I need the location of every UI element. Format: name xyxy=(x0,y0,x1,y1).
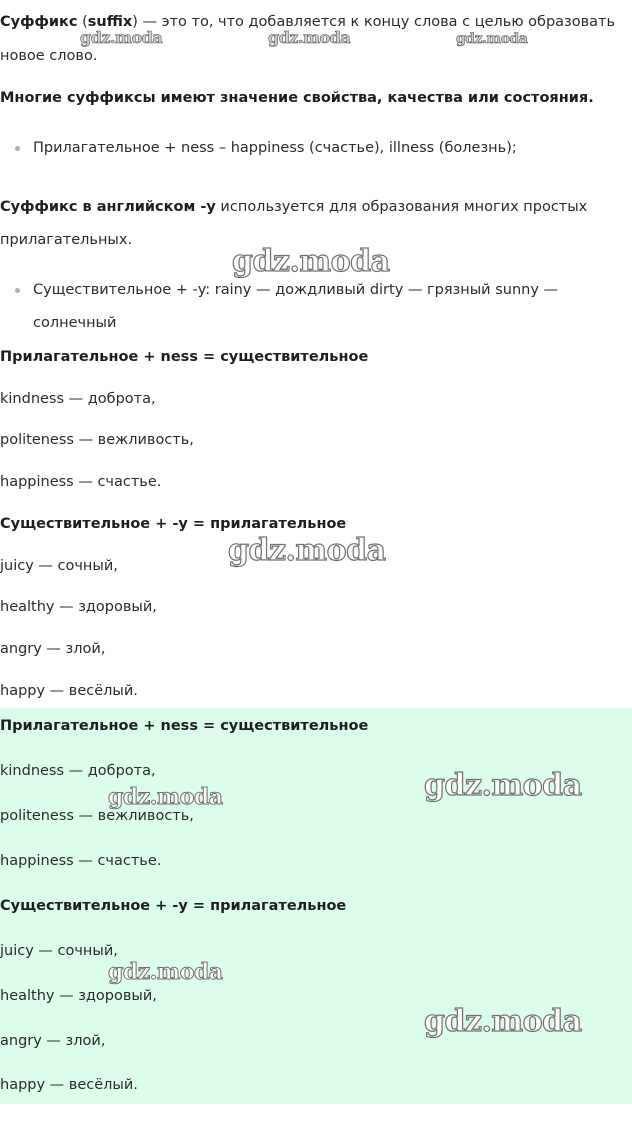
watermark: gdz.moda xyxy=(456,31,528,47)
list-item: juicy — сочный, xyxy=(0,558,118,574)
bullet-dot xyxy=(15,146,20,151)
bullet-item-ness: Прилагательное + ness – happiness (счастье), illness (болезнь); xyxy=(33,140,517,156)
answer-section2-heading: Существительное + -y = прилагательное xyxy=(0,898,347,914)
section2-heading: Существительное + -y = прилагательное xyxy=(0,516,347,532)
suffix-y-line2: прилагательных. xyxy=(0,232,133,248)
list-item: juicy — сочный, xyxy=(0,943,118,959)
list-item: angry — злой, xyxy=(0,641,106,657)
list-item: happiness — счастье. xyxy=(0,474,162,490)
watermark: gdz.moda xyxy=(108,784,223,810)
suffix-y-bold: Суффикс в английском -y xyxy=(0,199,216,215)
list-item: kindness — доброта, xyxy=(0,391,156,407)
meaning-heading: Многие суффиксы имеют значение свойства, качества или состояния. xyxy=(0,90,594,106)
bullet-item-y-line2: солнечный xyxy=(33,315,117,331)
bullet-dot xyxy=(15,288,20,293)
intro-english-term: suffix xyxy=(87,14,133,30)
intro-rest: ) — это то, что добавляется к концу слова с целью образовать xyxy=(132,14,616,30)
watermark: gdz.moda xyxy=(228,533,386,568)
suffix-y-line1 xyxy=(0,197,587,217)
intro-line2: новое слово. xyxy=(0,48,98,64)
list-item: kindness — доброта, xyxy=(0,763,156,779)
intro-term: Суффикс xyxy=(0,14,78,30)
intro-paren: ( xyxy=(77,14,88,30)
list-item: politeness — вежливость, xyxy=(0,432,194,448)
watermark: gdz.moda xyxy=(232,244,390,279)
section1-heading: Прилагательное + ness = существительное xyxy=(0,349,369,365)
watermark: gdz.moda xyxy=(108,959,223,985)
answer-section1-heading: Прилагательное + ness = существительное xyxy=(0,718,369,734)
watermark: gdz.moda xyxy=(268,28,351,47)
list-item: happy — весёлый. xyxy=(0,683,138,699)
watermark: gdz.moda xyxy=(424,1004,582,1039)
list-item: healthy — здоровый, xyxy=(0,988,157,1004)
list-item: happy — весёлый. xyxy=(0,1077,138,1093)
list-item: angry — злой, xyxy=(0,1033,106,1049)
list-item: happiness — счастье. xyxy=(0,853,162,869)
watermark: gdz.moda xyxy=(424,768,582,803)
suffix-y-rest: используется для образования многих простых xyxy=(215,199,588,215)
list-item: healthy — здоровый, xyxy=(0,599,157,615)
list-item: politeness — вежливость, xyxy=(0,808,194,824)
watermark: gdz.moda xyxy=(80,28,163,47)
bullet-item-y-line1: Существительное + -y: rainy — дождливый dirty — грязный sunny — xyxy=(33,282,559,298)
